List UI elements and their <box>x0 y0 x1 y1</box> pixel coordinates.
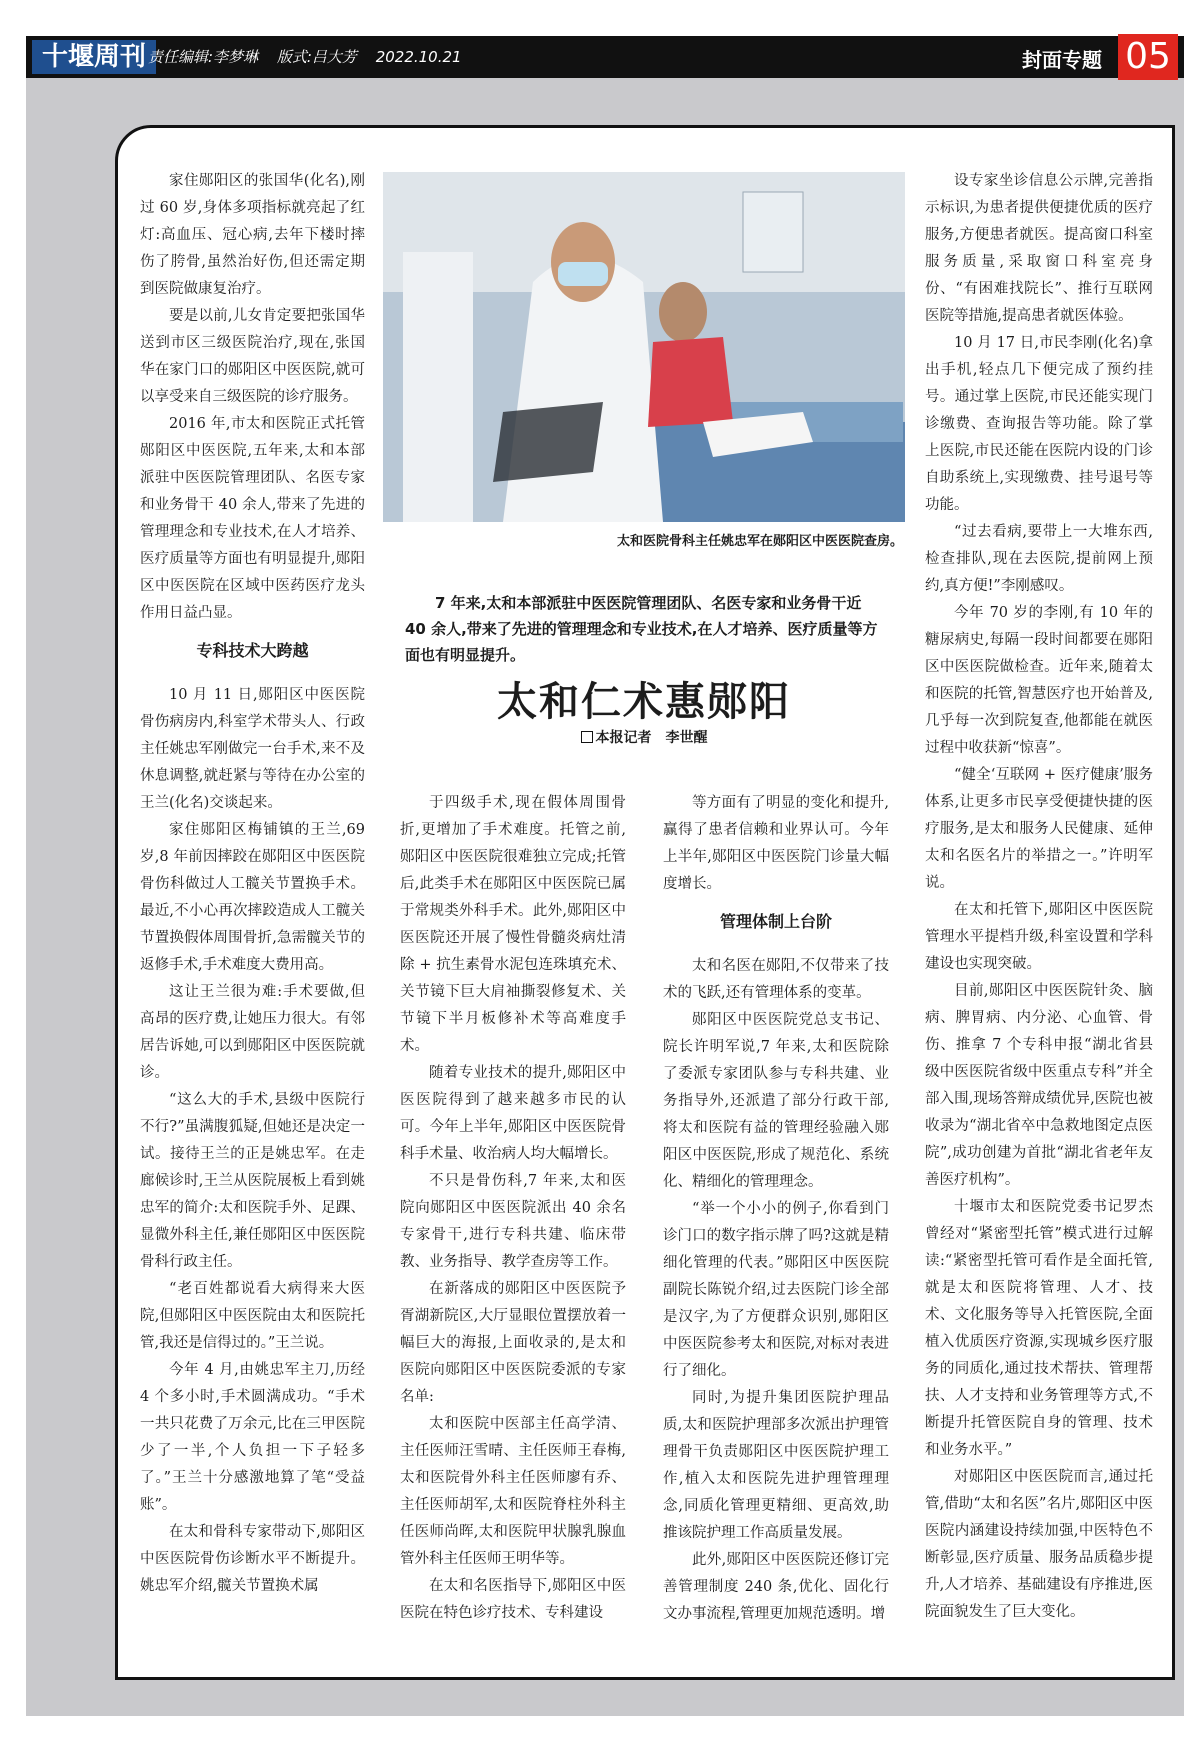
photo-caption: 太和医院骨科主任姚忠军在郧阳区中医医院查房。 <box>616 534 903 549</box>
section-title: 封面专题 <box>1022 48 1102 72</box>
paragraph: 今年 70 岁的李刚,有 10 年的糖尿病史,每隔一段时间都要在郧阳区中医医院做检查。近年来,随着太和医院的托管,智慧医疗也开始普及,几乎每一次到院复查,他都能在就医过程中收获新“惊喜”。 <box>925 605 1153 756</box>
article-lead: 7 年来,太和本部派驻中医医院管理团队、名医专家和业务骨干近 40 余人,带来了先进的管理理念和专业技术,在人才培养、医疗质量等方面也有明显提升。 <box>405 594 878 664</box>
paragraph: 目前,郧阳区中医医院针灸、脑病、脾胃病、内分泌、心血管、骨伤、推拿 7 个专科申报“湖北省县级中医医院省级中医重点专科”并全部入围,现场答辩成绩优异,医院也被收录为“湖北省卒中急救地图定点医院”,成功创建为首批“湖北省老年友善医疗机构”。 <box>925 983 1153 1188</box>
column-4-paragraphs <box>925 168 1153 1626</box>
paragraph: “健全‘互联网 + 医疗健康’服务体系,让更多市民享受便捷快捷的医疗服务,是太和服务人民健康、延伸太和名医名片的举措之一。”许明军说。 <box>925 767 1153 891</box>
paragraph: 太和医院中医部主任高学清、主任医师汪雪晴、主任医师王春梅,太和医院骨外科主任医师廖有乔、主任医师胡军,太和医院脊柱外科主任医师尚晖,太和医院甲状腺乳腺血管外科主任医师王明华等。 <box>400 1416 626 1567</box>
article-column-2 <box>400 790 626 1627</box>
paragraph: 于四级手术,现在假体周围骨折,更增加了手术难度。托管之前,郧阳区中医医院很难独立完成;托管后,此类手术在郧阳区中医医院已属于常规类外科手术。此外,郧阳区中医医院还开展了慢性骨髓炎病灶清除 + 抗生素骨水泥包连珠填充术、关节镜下巨大肩袖撕裂修复术、关节镜下半月板修补术等高难度手术。 <box>400 795 626 1054</box>
publication-logo: 十堰周刊 <box>32 40 156 74</box>
paragraph: 同时,为提升集团医院护理品质,太和医院护理部多次派出护理管理骨干负责郧阳区中医医院护理工作,植入太和医院先进护理管理理念,同质化管理更精细、更高效,助推该院护理工作高质量发展。 <box>663 1390 889 1541</box>
paragraph: 此外,郧阳区中医医院还修订完善管理制度 240 条,优化、固化行文办事流程,管理更加规范透明。增 <box>663 1552 889 1622</box>
paragraph: 设专家坐诊信息公示牌,完善指示标识,为患者提供便捷优质的医疗服务,方便患者就医。提高窗口科室服务质量,采取窗口科室亮身份、“有困难找院长”、推行互联网医院等措施,提高患者就医体验。 <box>925 173 1153 324</box>
paragraph: 不只是骨伤科,7 年来,太和医院向郧阳区中医医院派出 40 余名专家骨干,进行专科共建、临床带教、业务指导、教学查房等工作。 <box>400 1173 626 1270</box>
paragraph: 在新落成的郧阳区中医医院予胥湖新院区,大厅显眼位置摆放着一幅巨大的海报,上面收录的,是太和医院向郧阳区中医医院委派的专家名单: <box>400 1281 626 1405</box>
paragraph: 要是以前,儿女肯定要把张国华送到市区三级医院治疗,现在,张国华在家门口的郧阳区中医医院,就可以享受来自三级医院的诊疗服务。 <box>140 308 365 405</box>
paragraph: “这么大的手术,县级中医院行不行?”虽满腹狐疑,但她还是决定一试。接待王兰的正是姚忠军。在走廊候诊时,王兰从医院展板上看到姚忠军的简介:太和医院手外、足踝、显微外科主任,兼任郧阳区中医医院骨科行政主任。 <box>140 1092 365 1270</box>
paragraph: 等方面有了明显的变化和提升,赢得了患者信赖和业界认可。今年上半年,郧阳区中医医院门诊量大幅度增长。 <box>663 795 889 892</box>
ward-round-illustration <box>383 172 905 522</box>
column-3-paragraphs-a <box>663 790 889 898</box>
header-credits <box>148 46 476 67</box>
paragraph: 十堰市太和医院党委书记罗杰曾经对“紧密型托管”模式进行过解读:“紧密型托管可看作是全面托管,就是太和医院将管理、人才、技术、文化服务等导入托管医院,全面植入优质医疗资源,实现城乡医疗服务的同质化,通过技术帮扶、管理帮扶、人才支持和业务管理等方式,不断提升托管医院自身的管理、技术和业务水平。” <box>925 1199 1153 1458</box>
paragraph: “老百姓都说看大病得来大医院,但郧阳区中医医院由太和医院托管,我还是信得过的。”王兰说。 <box>140 1281 365 1351</box>
column-1-paragraphs-b <box>140 682 365 1600</box>
paragraph: “过去看病,要带上一大堆东西,检查排队,现在去医院,提前网上预约,真方便!”李刚感叹。 <box>925 524 1153 594</box>
paragraph: 太和名医在郧阳,不仅带来了技术的飞跃,还有管理体系的变革。 <box>663 958 889 1001</box>
issue-date: 2022.10.21 <box>375 48 462 66</box>
article-column-1 <box>140 168 365 1600</box>
paragraph: 郧阳区中医医院党总支书记、院长许明军说,7 年来,太和医院除了委派专家团队参与专科共建、业务指导外,还派遣了部分行政干部,将太和医院有益的管理经验融入郧阳区中医医院,形成了规范化、系统化、精细化的管理理念。 <box>663 1012 889 1190</box>
ward-round-photo <box>383 172 905 522</box>
article-byline <box>383 727 905 747</box>
byline-text: 本报记者 李世醒 <box>595 730 708 746</box>
paragraph: 10 月 17 日,市民李刚(化名)拿出手机,轻点几下便完成了预约挂号。通过掌上医院,市民还能实现门诊缴费、查询报告等功能。除了掌上医院,市民还能在医院内设的门诊自助系统上,实现缴费、挂号退号等功能。 <box>925 335 1153 513</box>
paragraph: 在太和托管下,郧阳区中医医院管理水平提档升级,科室设置和学科建设也实现突破。 <box>925 902 1153 972</box>
page-number: 05 <box>1118 34 1178 80</box>
paragraph: 10 月 11 日,郧阳区中医医院骨伤病房内,科室学术带头人、行政主任姚忠军刚做完一台手术,来不及休息调整,就赶紧与等待在办公室的王兰(化名)交谈起来。 <box>140 687 365 811</box>
column-1-paragraphs-a <box>140 168 365 627</box>
article-column-4 <box>925 168 1153 1626</box>
paragraph: 在太和名医指导下,郧阳区中医医院在特色诊疗技术、专科建设 <box>400 1578 626 1621</box>
paragraph: 家住郧阳区的张国华(化名),刚过 60 岁,身体多项指标就亮起了红灯:高血压、冠心病,去年下楼时摔伤了胯骨,虽然治好伤,但还需定期到医院做康复治疗。 <box>140 173 365 297</box>
layout-credit: 版式:吕大芳 <box>276 48 357 66</box>
article-headline: 太和仁术惠郧阳 <box>497 678 791 725</box>
subhead-management: 管理体制上台阶 <box>719 912 832 931</box>
byline-box-icon <box>581 731 593 743</box>
paragraph: 对郧阳区中医医院而言,通过托管,借助“太和名医”名片,郧阳区中医医院内涵建设持续加强,中医特色不断彰显,医疗质量、服务品质稳步提升,人才培养、基础建设有序推进,医院面貌发生了巨大变化。 <box>925 1469 1153 1620</box>
editor-credit: 责任编辑:李梦琳 <box>148 48 259 66</box>
column-3-paragraphs-b <box>663 953 889 1628</box>
paragraph: 2016 年,市太和医院正式托管郧阳区中医医院,五年来,太和本部派驻中医医院管理团队、名医专家和业务骨干 40 余人,带来了先进的管理理念和专业技术,在人才培养、医疗质量等方面也有明显提升,郧阳区中医医院在区域中医药医疗龙头作用日益凸显。 <box>140 416 365 621</box>
paragraph: 这让王兰很为难:手术要做,但高昂的医疗费,让她压力很大。有邻居告诉她,可以到郧阳区中医医院就诊。 <box>140 984 365 1081</box>
subhead-specialty-tech: 专科技术大跨越 <box>196 641 309 660</box>
column-2-paragraphs <box>400 790 626 1627</box>
paragraph: “举一个小小的例子,你看到门诊门口的数字指示牌了吗?这就是精细化管理的代表。”郧阳区中医医院副院长陈锐介绍,过去医院门诊全部是汉字,为了方便群众识别,郧阳区中医医院参考太和医院,对标对表进行了细化。 <box>663 1201 889 1379</box>
paragraph: 家住郧阳区梅铺镇的王兰,69 岁,8 年前因摔跤在郧阳区中医医院骨伤科做过人工髋关节置换手术。最近,不小心再次摔跤造成人工髋关节置换假体周围骨折,急需髋关节的返修手术,手术难度大费用高。 <box>140 822 365 973</box>
paragraph: 随着专业技术的提升,郧阳区中医医院得到了越来越多市民的认可。今年上半年,郧阳区中医医院骨科手术量、收治病人均大幅增长。 <box>400 1065 626 1162</box>
paragraph: 在太和骨科专家带动下,郧阳区中医医院骨伤诊断水平不断提升。姚忠军介绍,髋关节置换术属 <box>140 1524 365 1594</box>
article-column-3 <box>663 790 889 1628</box>
paragraph: 今年 4 月,由姚忠军主刀,历经 4 个多小时,手术圆满成功。“手术一共只花费了万余元,比在三甲医院少了一半,个人负担一下子轻多了。”王兰十分感激地算了笔“受益账”。 <box>140 1362 365 1513</box>
page-header <box>26 36 1184 78</box>
